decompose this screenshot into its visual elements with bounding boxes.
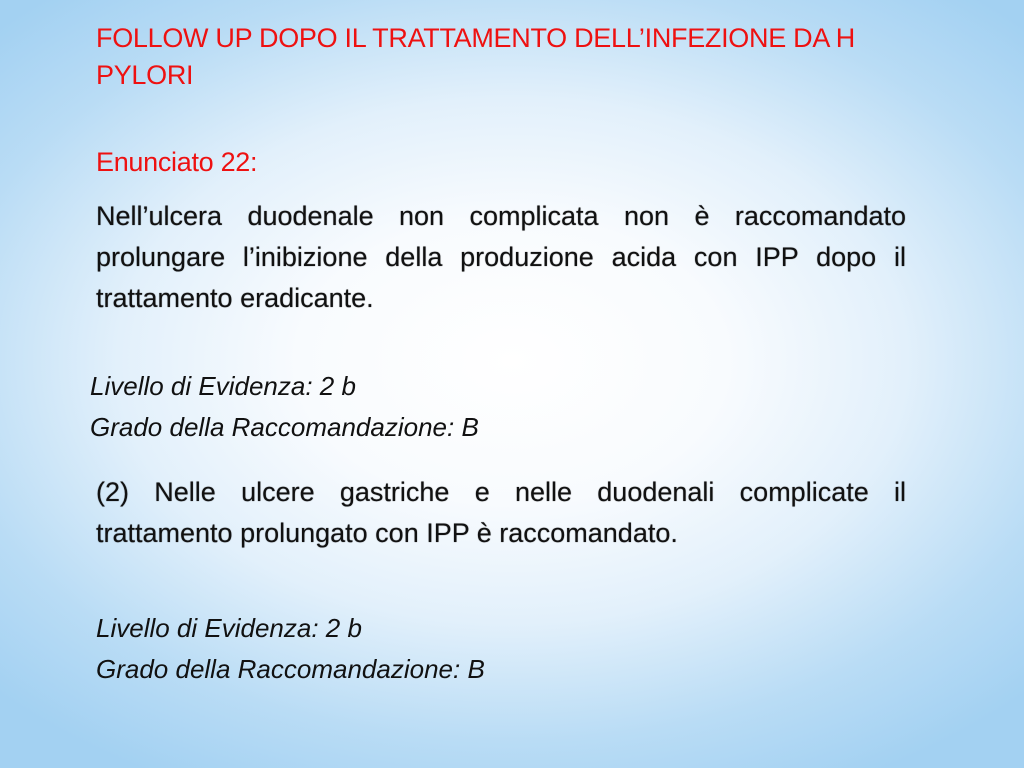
recommendation-grade-2: Grado della Raccomandazione: B: [96, 654, 485, 684]
statement-text-2: (2) Nelle ulcere gastriche e nelle duodenali complicate il trattamento prolungato con IPP è raccomandato.: [96, 477, 906, 548]
evidence-level-1: Livello di Evidenza: 2 b: [90, 371, 356, 401]
recommendation-grade-1: Grado della Raccomandazione: B: [90, 412, 479, 442]
evidence-level-2: Livello di Evidenza: 2 b: [96, 613, 362, 643]
slide-title: FOLLOW UP DOPO IL TRATTAMENTO DELL’INFEZIONE DA H PYLORI: [96, 23, 855, 90]
slide-subtitle: Enunciato 22:: [96, 147, 258, 177]
statement-meta-2: [96, 608, 485, 690]
statement-text-1: Nell’ulcera duodenale non complicata non è raccomandato prolungare l’inibizione della produzione acida con IPP dopo il trattamento eradicante.: [96, 201, 906, 313]
statement-meta-1: [90, 366, 479, 448]
